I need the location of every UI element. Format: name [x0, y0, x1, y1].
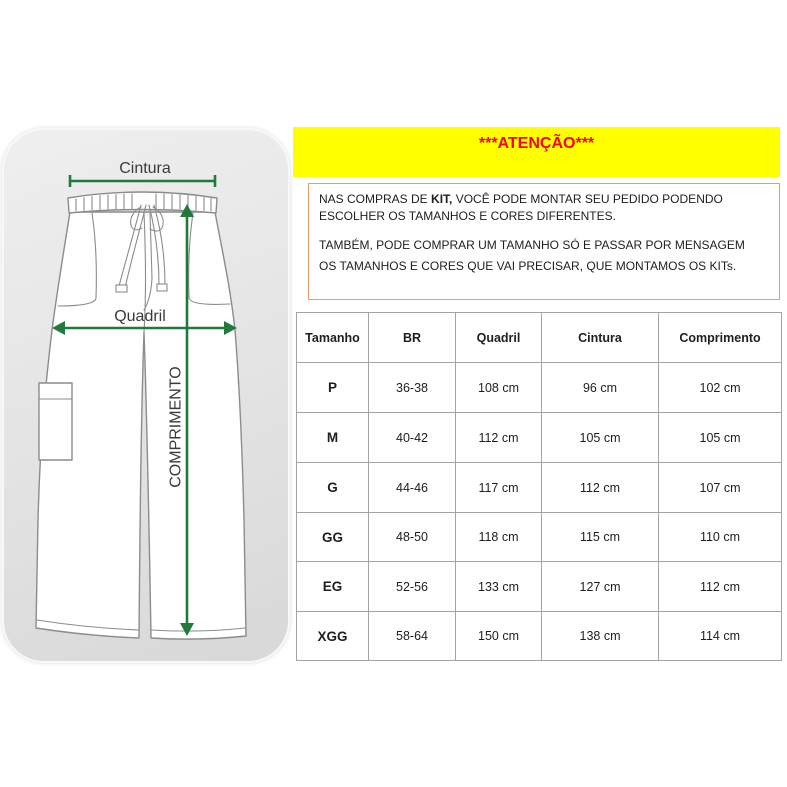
notice-line: TAMBÉM, PODE COMPRAR UM TAMANHO SÓ E PASSAR POR MENSAGEM [319, 238, 745, 252]
waist-cell: 138 cm [542, 612, 659, 661]
length-cell: 112 cm [659, 562, 782, 612]
table-row [297, 562, 782, 612]
size-table-body [297, 363, 782, 661]
hip-cell: 112 cm [456, 413, 542, 463]
waist-cell: 105 cm [542, 413, 659, 463]
notice-text: VOCÊ PODE MONTAR SEU PEDIDO PODENDO [452, 192, 723, 206]
length-cell: 102 cm [659, 363, 782, 413]
pants-measurement-diagram [0, 0, 295, 787]
table-row [297, 463, 782, 513]
attention-title: ***ATENÇÃO*** [478, 135, 595, 152]
size-table-head [297, 313, 782, 363]
length-cell: 105 cm [659, 413, 782, 463]
waist-dimension [70, 160, 215, 187]
length-cell: 114 cm [659, 612, 782, 661]
br-cell: 52-56 [369, 562, 456, 612]
notice-line: OS TAMANHOS E CORES QUE VAI PRECISAR, QUE MONTAMOS OS KITs. [319, 259, 737, 273]
hip-cell: 108 cm [456, 363, 542, 413]
notice-line: ESCOLHER OS TAMANHOS E CORES DIFERENTES. [319, 209, 616, 223]
cargo-pocket [39, 383, 72, 460]
length-cell: 107 cm [659, 463, 782, 513]
br-cell: 58-64 [369, 612, 456, 661]
header-tamanho: Tamanho [297, 313, 369, 363]
table-header-row [297, 313, 782, 363]
header-br: BR [369, 313, 456, 363]
waist-label: Cintura [119, 160, 171, 177]
waist-cell: 127 cm [542, 562, 659, 612]
hip-cell: 118 cm [456, 513, 542, 562]
hip-cell: 150 cm [456, 612, 542, 661]
drawstring-right-tip [157, 284, 167, 291]
waist-cell: 115 cm [542, 513, 659, 562]
pants-illustration [36, 192, 246, 639]
notice-box [308, 183, 780, 300]
br-cell: 44-46 [369, 463, 456, 513]
table-row [297, 612, 782, 661]
kit-emphasis: KIT, [431, 192, 453, 206]
header-cintura: Cintura [542, 313, 659, 363]
table-row [297, 413, 782, 463]
size-cell: P [297, 363, 369, 413]
br-cell: 48-50 [369, 513, 456, 562]
size-cell: M [297, 413, 369, 463]
waist-cell: 112 cm [542, 463, 659, 513]
size-cell: EG [297, 562, 369, 612]
hip-cell: 117 cm [456, 463, 542, 513]
header-quadril: Quadril [456, 313, 542, 363]
size-table [296, 312, 782, 661]
size-cell: GG [297, 513, 369, 562]
attention-banner [293, 127, 780, 177]
drawstring-left-tip [116, 285, 127, 292]
table-row [297, 513, 782, 562]
hip-label: Quadril [114, 308, 166, 325]
hip-cell: 133 cm [456, 562, 542, 612]
header-comprimento: Comprimento [659, 313, 782, 363]
length-cell: 110 cm [659, 513, 782, 562]
br-cell: 40-42 [369, 413, 456, 463]
size-cell: G [297, 463, 369, 513]
notice-paragraph-kit [319, 191, 779, 225]
waist-cell: 96 cm [542, 363, 659, 413]
notice-line [319, 191, 779, 208]
br-cell: 36-38 [369, 363, 456, 413]
table-row [297, 363, 782, 413]
size-cell: XGG [297, 612, 369, 661]
length-label: COMPRIMENTO [167, 366, 185, 488]
waistband [68, 192, 217, 213]
notice-paragraph-single-size [319, 235, 779, 277]
notice-text: NAS COMPRAS DE [319, 192, 432, 206]
